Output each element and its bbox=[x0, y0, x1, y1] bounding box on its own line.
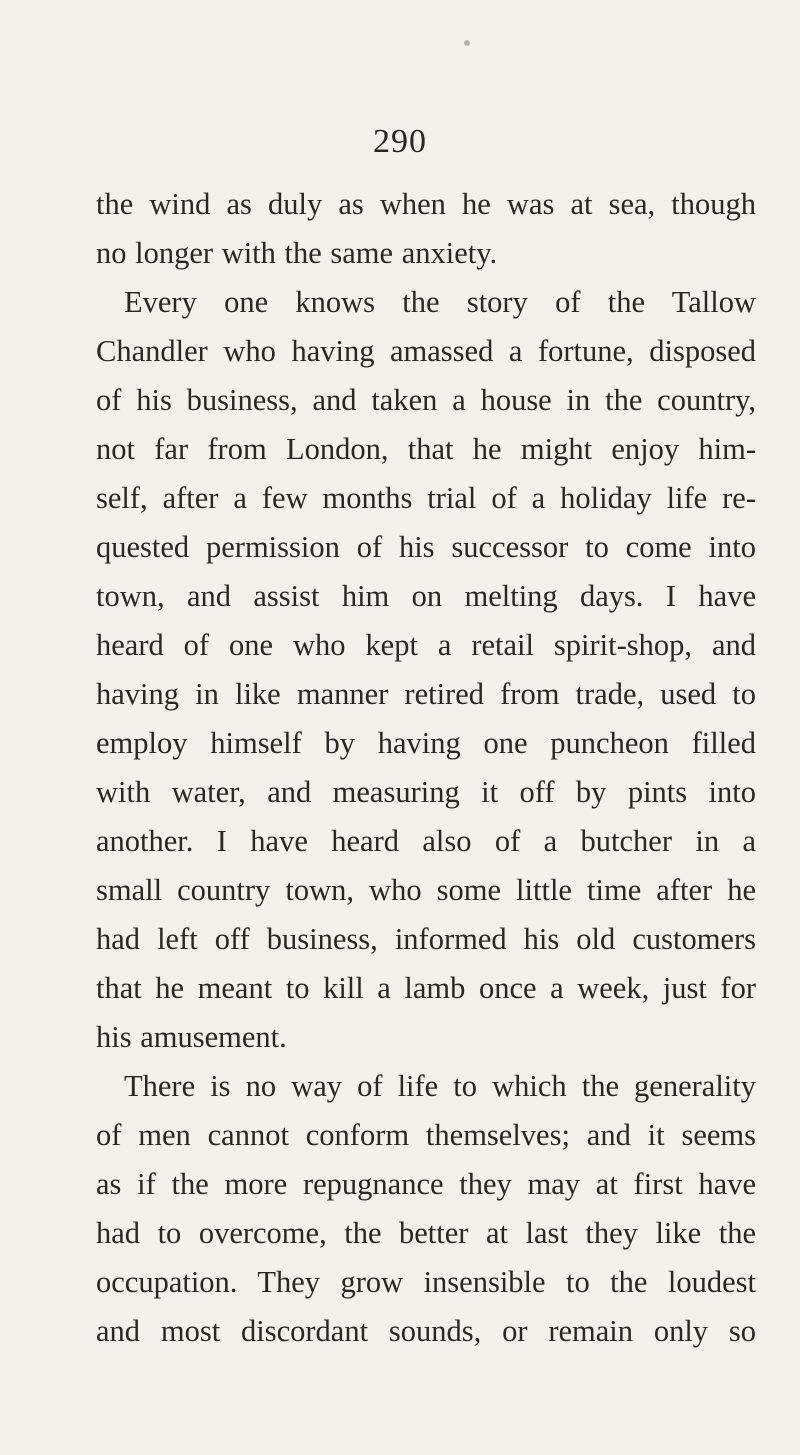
text-line: his amusement. bbox=[96, 1020, 287, 1054]
text-line: employ himself by having one puncheon filled bbox=[96, 726, 756, 760]
text-line: no longer with the same anxiety. bbox=[96, 236, 498, 270]
text-line: of men cannot conform themselves; and it seems bbox=[96, 1118, 756, 1152]
text-line: had left off business, informed his old customers bbox=[96, 922, 756, 956]
text-line: that he meant to kill a lamb once a week, just for bbox=[96, 971, 756, 1005]
text-line: having in like manner retired from trade, used to bbox=[96, 677, 756, 711]
text-line: There is no way of life to which the generality bbox=[124, 1069, 756, 1103]
text-line: had to overcome, the better at last they like the bbox=[96, 1216, 756, 1250]
page-number: 290 bbox=[373, 123, 427, 160]
text-line: heard of one who kept a retail spirit-shop, and bbox=[96, 628, 756, 662]
text-line: town, and assist him on melting days. I have bbox=[96, 579, 756, 613]
text-line: Every one knows the story of the Tallow bbox=[124, 285, 756, 319]
text-line: the wind as duly as when he was at sea, though bbox=[96, 187, 756, 221]
text-line: occupation. They grow insensible to the loudest bbox=[96, 1265, 756, 1299]
text-line: with water, and measuring it off by pints into bbox=[96, 775, 756, 809]
text-line: of his business, and taken a house in the country, bbox=[96, 383, 756, 417]
text-line: quested permission of his successor to come into bbox=[96, 530, 756, 564]
text-line: Chandler who having amassed a fortune, disposed bbox=[96, 334, 756, 368]
text-line: not far from London, that he might enjoy him- bbox=[96, 432, 756, 466]
text-line: as if the more repugnance they may at first have bbox=[96, 1167, 756, 1201]
text-line: self, after a few months trial of a holiday life re- bbox=[96, 481, 756, 515]
ink-speck bbox=[464, 40, 470, 46]
text-line: another. I have heard also of a butcher in a bbox=[96, 824, 756, 858]
text-line: and most discordant sounds, or remain only so bbox=[96, 1314, 756, 1348]
text-line: small country town, who some little time after he bbox=[96, 873, 756, 907]
